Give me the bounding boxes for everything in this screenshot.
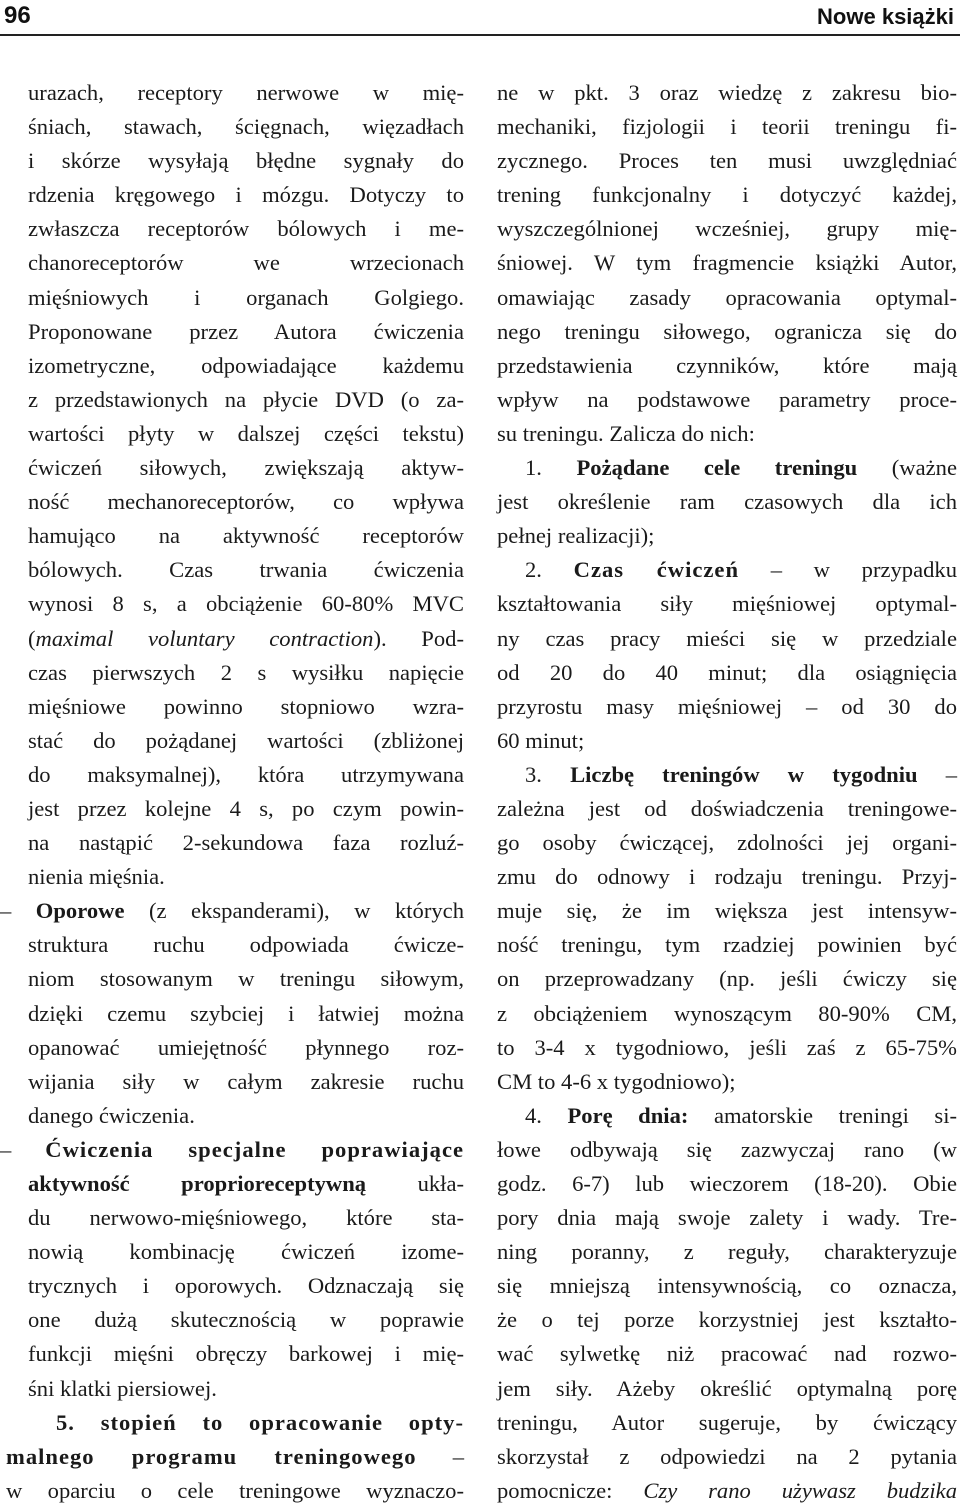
text-line: do maksymalnej), która utrzymywana xyxy=(28,761,464,787)
text-line: wpływ na podstawowe parametry proce- xyxy=(497,386,957,412)
text-line: i skórze wysyłają błędne sygnały do xyxy=(28,148,464,174)
text-line: danego ćwiczenia. xyxy=(28,1102,195,1128)
text-fragment: (z ekspanderami), w których xyxy=(124,898,464,924)
text-line: trening funkcjonalny i dotyczyć każdej, xyxy=(497,182,957,208)
text-line: nego treningu siłowego, ogranicza się do xyxy=(497,318,957,344)
left-column xyxy=(0,76,464,1508)
text-line: ćwiczeń siłowych, zwiększają aktyw- xyxy=(28,455,464,481)
bold-term: aktywność proprioreceptywną xyxy=(28,1171,367,1196)
text-line: ny czas pracy mieści się w przedziale xyxy=(497,625,957,651)
text-line: pory dnia mają swoje zalety i wady. Tre- xyxy=(497,1205,957,1231)
text-line: chanoreceptorów we wrzecionach xyxy=(28,250,464,276)
text-fragment: – xyxy=(416,1443,464,1469)
italic-question: Czy rano używasz budzika xyxy=(643,1477,958,1503)
text-line: CM to 4-6 x tygodniowo); xyxy=(497,1068,736,1094)
text-line: mięśniowych i organach Golgiego. xyxy=(28,284,464,310)
text-fragment: ukła- xyxy=(366,1171,464,1196)
text-fragment: (ważne xyxy=(857,455,958,481)
text-line: bólowych. Czas trwania ćwiczenia xyxy=(28,557,464,583)
text-line: one dużą skutecznością w poprawie xyxy=(28,1307,464,1333)
text-line: nowią kombinację ćwiczeń izome- xyxy=(28,1239,464,1265)
text-line: stać do pożądanej wartości (zbliżonej xyxy=(28,727,464,753)
text-fragment: pomocnicze: xyxy=(497,1477,644,1503)
text-line: mięśniowe powinno stopniowo wzra- xyxy=(28,693,464,719)
bold-term: malnego programu treningowego xyxy=(6,1443,417,1469)
text-line: jest przez kolejne 4 s, po czym powin- xyxy=(28,795,464,821)
text-line: ne w pkt. 3 oraz wiedzę z zakresu bio- xyxy=(497,80,957,105)
text-line: ność treningu, tym rzadziej powinien być xyxy=(497,932,957,958)
text-line xyxy=(6,1440,464,1474)
text-line: zwłaszcza receptorów bólowych i me- xyxy=(28,216,464,242)
text-line: z obciążeniem wynoszącym 80-90% CM, xyxy=(497,1000,957,1026)
text-line: nienia mięśnia. xyxy=(28,864,165,890)
right-column xyxy=(497,76,957,1508)
text-line: urazach, receptory nerwowe w mię- xyxy=(28,80,464,105)
text-line: w oparciu o cele treningowe wyznaczo- xyxy=(6,1477,464,1503)
text-line: wynosi 8 s, a obciążenie 60-80% MVC xyxy=(28,591,464,617)
text-line: śniowej. W tym fragmencie książki Autor, xyxy=(497,250,957,276)
text-line: treningu, Autor sugeruje, by ćwiczący xyxy=(497,1409,957,1435)
dash-bullet: – xyxy=(0,898,12,924)
text-line: godz. 6-7) lub wieczorem (18-20). Obie xyxy=(497,1171,957,1196)
text-line: jem siły. Ażeby określić optymalną porę xyxy=(497,1375,957,1401)
text-line xyxy=(28,1167,464,1201)
text-line: Proponowane przez Autora ćwiczenia xyxy=(28,318,464,344)
text-line: śni klatki piersiowej. xyxy=(28,1375,217,1401)
item-number: 2. xyxy=(525,557,574,583)
factor-item-2 xyxy=(497,553,957,587)
text-line: to 3-4 x tygodniowo, jeśli zaś z 65-75% xyxy=(497,1034,957,1060)
text-line: pełnej realizacji); xyxy=(497,523,655,549)
text-fragment: – w przypadku xyxy=(739,557,958,583)
text-fragment: – xyxy=(917,761,958,787)
text-line: omawiając zasady opracowania optymal- xyxy=(497,284,957,310)
text-line: od 20 do 40 minut; dla osiągnięcia xyxy=(497,659,957,685)
text-fragment: ). Pod- xyxy=(373,625,464,651)
factor-item-3 xyxy=(497,758,957,792)
italic-term: maximal voluntary contraction xyxy=(35,625,374,651)
page-number: 96 xyxy=(4,2,31,29)
section-title: Nowe książki xyxy=(817,4,954,29)
step-5-heading xyxy=(28,1406,464,1440)
text-line: zależna jest od doświadczenia treningowe- xyxy=(497,795,957,821)
text-line: zycznego. Proces ten musi uwzględniać xyxy=(497,148,957,174)
text-line: wyszczególnionej wcześniej, grupy mię- xyxy=(497,216,957,242)
text-line: śniach, stawach, ścięgnach, więzadłach xyxy=(28,114,464,140)
bold-term: Pożądane cele treningu xyxy=(576,455,858,481)
bold-term: Liczbę treningów w tygodniu xyxy=(570,761,918,787)
page-header xyxy=(0,0,960,36)
list-item-oporowe xyxy=(0,894,464,928)
text-line: że o tej porze korzystniej jest kształto- xyxy=(497,1307,957,1333)
text-line: z przedstawionych na płycie DVD (o za- xyxy=(28,386,464,412)
text-line: muje się, że im większa jest intensyw- xyxy=(497,898,957,924)
text-fragment: amatorskie treningi si- xyxy=(688,1102,957,1128)
text-line: on przeprowadzany (np. jeśli ćwiczy się xyxy=(497,966,957,992)
text-line: trycznych i oporowych. Odznaczają się xyxy=(28,1273,464,1299)
list-item-cwiczenia-specjalne xyxy=(0,1133,464,1167)
text-line: opanować umiejętność płynnego roz- xyxy=(28,1034,464,1060)
text-line: izometryczne, odpowiadające każdemu xyxy=(28,352,464,378)
text-fragment: ( xyxy=(28,625,36,651)
text-line: skorzystał z odpowiedzi na 2 pytania xyxy=(497,1443,957,1469)
text-line: wartości płyty w dalszej części tekstu) xyxy=(28,420,464,446)
text-line: du nerwowo-mięśniowego, które sta- xyxy=(28,1205,464,1231)
text-line: na nastąpić 2-sekundowa faza rozluź- xyxy=(28,830,464,856)
text-line: wijania siły w całym zakresie ruchu xyxy=(28,1068,464,1094)
text-line: zmu do odnowy i rodzaju treningu. Przyj- xyxy=(497,864,957,890)
text-line: hamująco na aktywność receptorów xyxy=(28,523,464,549)
text-line: czas pierwszych 2 s wysiłku napięcie xyxy=(28,659,464,685)
text-line: rdzenia kręgowego i mózgu. Dotyczy to xyxy=(28,182,464,208)
text-line: ność mechanoreceptorów, co wpływa xyxy=(28,489,464,515)
bold-term: Porę dnia: xyxy=(567,1102,689,1128)
text-line: ning poranny, z reguły, charakteryzuje xyxy=(497,1239,957,1265)
text-line: przedstawienia czynników, które mają xyxy=(497,352,957,378)
bold-term: Czas ćwiczeń xyxy=(573,557,740,583)
text-line: łowe odbywają się zazwyczaj rano (w xyxy=(497,1136,957,1162)
text-line: su treningu. Zalicza do nich: xyxy=(497,420,755,446)
text-line: go osoby ćwiczącej, zdolności jej organi- xyxy=(497,830,957,856)
text-line: 60 minut; xyxy=(497,727,585,753)
item-number: 4. xyxy=(525,1102,568,1128)
text-line: funkcji mięśni obręczy barkowej i mię- xyxy=(28,1341,464,1367)
item-number: 3. xyxy=(525,761,571,787)
dash-bullet: – xyxy=(0,1136,12,1162)
text-line: kształtowania siły mięśniowej optymal- xyxy=(497,591,957,617)
text-line: struktura ruchu odpowiada ćwicze- xyxy=(28,932,464,958)
item-number: 1. xyxy=(525,455,577,481)
bold-term: Ćwiczenia specjalne poprawiające xyxy=(45,1136,464,1162)
text-line: wać sylwetkę niż pracować nad rozwo- xyxy=(497,1341,957,1367)
bold-term: 5. stopień to opracowanie opty- xyxy=(56,1409,464,1435)
text-line: się mniejszą intensywnością, co oznacza, xyxy=(497,1273,957,1299)
bold-term: Oporowe xyxy=(35,898,125,924)
text-line: mechaniki, fizjologii i teorii treningu fi- xyxy=(497,114,957,140)
text-line xyxy=(28,622,464,656)
text-line: przyrostu masy mięśniowej – od 30 do xyxy=(497,693,957,719)
factor-item-4 xyxy=(497,1099,957,1133)
text-line: jest określenie ram czasowych dla ich xyxy=(497,489,957,515)
factor-item-1 xyxy=(497,451,957,485)
text-line: dzięki czemu szybciej i łatwiej można xyxy=(28,1000,464,1026)
text-line: niom stosowanym w treningu siłowym, xyxy=(28,966,464,992)
